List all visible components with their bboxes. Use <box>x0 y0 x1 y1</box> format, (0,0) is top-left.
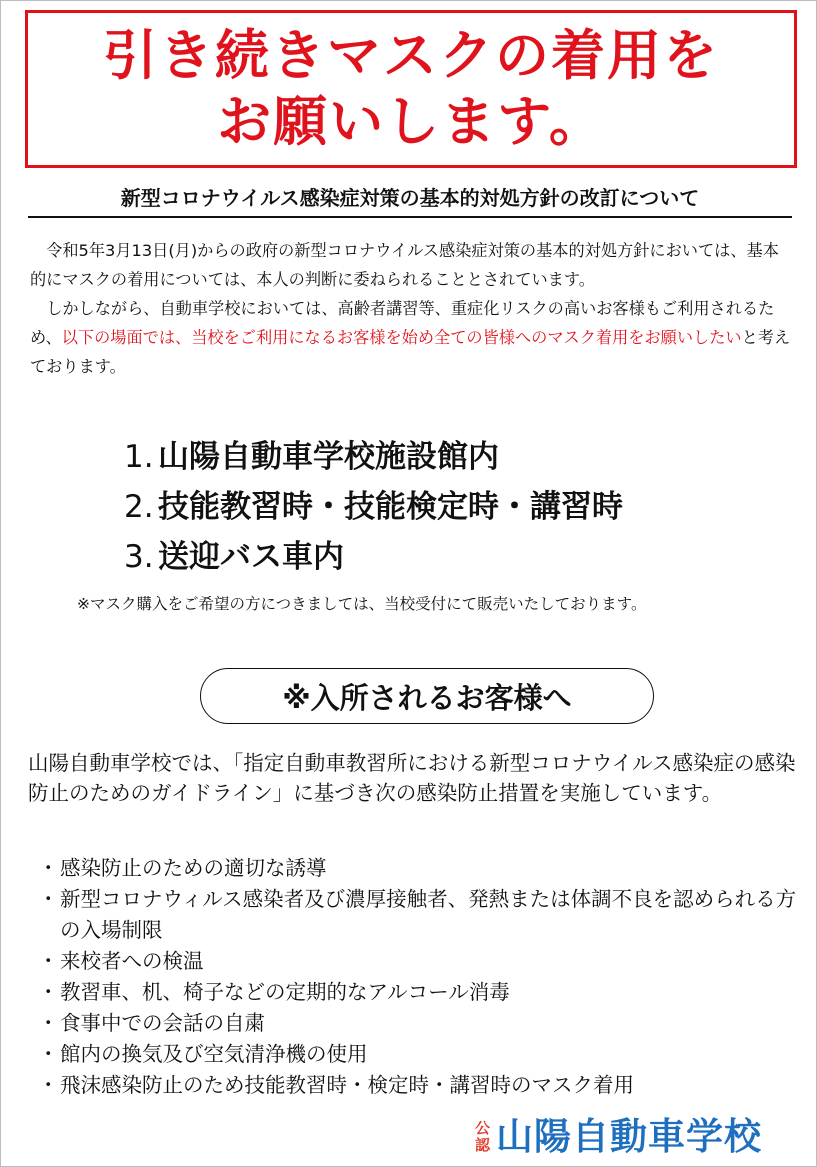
measure-text: 来校者への検温 <box>60 949 204 973</box>
headline-line-2: お願いします。 <box>217 90 605 153</box>
purchase-note: ※マスク購入をご希望の方につきましては、当校受付にて販売いたしております。 <box>77 595 647 613</box>
measure-item <box>38 1008 798 1039</box>
measure-item <box>38 884 798 946</box>
mask-area-number: 3. <box>124 539 154 575</box>
measure-text: 新型コロナウィルス感染者及び濃厚接触者、発熱または体調不良を認められる方の入場制限 <box>60 887 797 942</box>
certified-badge-bottom: 認 <box>475 1136 491 1154</box>
measure-item <box>38 946 798 977</box>
intro-paragraph-2 <box>30 294 795 381</box>
visitor-heading-box <box>200 668 654 724</box>
measure-item <box>38 1039 798 1070</box>
mask-area-label: 送迎バス車内 <box>158 539 344 575</box>
mask-area-number: 2. <box>124 489 154 525</box>
measures-list <box>38 853 798 1101</box>
intro-paragraph-2-after: と考えております。 <box>30 328 791 376</box>
certified-badge-top: 公 <box>475 1119 491 1137</box>
mask-area-item <box>124 482 623 532</box>
mask-area-number: 1. <box>124 439 154 475</box>
visitor-heading: ※入所されるお客様へ <box>282 680 572 715</box>
certified-badge <box>475 1120 490 1154</box>
headline-line-1: 引き続きマスクの着用を <box>103 24 719 87</box>
school-logo <box>475 1114 762 1160</box>
bullet-icon: ・ <box>38 980 59 1004</box>
mask-area-item <box>124 432 623 482</box>
intro-text <box>30 236 795 381</box>
bullet-icon: ・ <box>38 856 59 880</box>
measure-text: 感染防止のための適切な誘導 <box>60 856 327 880</box>
measure-text: 館内の換気及び空気清浄機の使用 <box>60 1042 368 1066</box>
bullet-icon: ・ <box>38 1042 59 1066</box>
intro-paragraph-2-before: しかしながら、自動車学校においては、高齢者講習等、重症化リスクの高いお客様もご利用されるため、 <box>30 299 775 347</box>
measures-intro: 山陽自動車学校では、「指定自動車教習所における新型コロナウイルス感染症の感染防止のためのガイドライン」に基づき次の感染防止措置を実施しています。 <box>28 751 796 805</box>
measure-text: 飛沫感染防止のため技能教習時・検定時・講習時のマスク着用 <box>60 1073 634 1097</box>
measure-item <box>38 853 798 884</box>
bullet-icon: ・ <box>38 949 59 973</box>
measure-item <box>38 1070 798 1101</box>
mask-area-label: 技能教習時・技能検定時・講習時 <box>158 489 623 525</box>
bullet-icon: ・ <box>38 887 59 911</box>
measure-text: 食事中での会話の自粛 <box>60 1011 265 1035</box>
intro-paragraph-2-highlight: 以下の場面では、当校をご利用になるお客様を始め全ての皆様へのマスク着用をお願いしたい <box>61 328 742 347</box>
intro-paragraph-1: 令和5年3月13日(月)からの政府の新型コロナウイルス感染症対策の基本的対処方針においては、基本的にマスクの着用については、本人の判断に委ねられることとされています。 <box>30 241 779 289</box>
bullet-icon: ・ <box>38 1011 59 1035</box>
mask-area-item <box>124 532 623 582</box>
measure-item <box>38 977 798 1008</box>
notice-subtitle: 新型コロナウイルス感染症対策の基本的対処方針の改訂について <box>28 183 792 218</box>
bullet-icon: ・ <box>38 1073 59 1097</box>
mask-areas-list <box>124 432 623 582</box>
school-name: 山陽自動車学校 <box>496 1115 763 1158</box>
mask-area-label: 山陽自動車学校施設館内 <box>158 439 499 475</box>
measure-text: 教習車、机、椅子などの定期的なアルコール消毒 <box>60 980 510 1004</box>
headline-box <box>25 10 797 168</box>
